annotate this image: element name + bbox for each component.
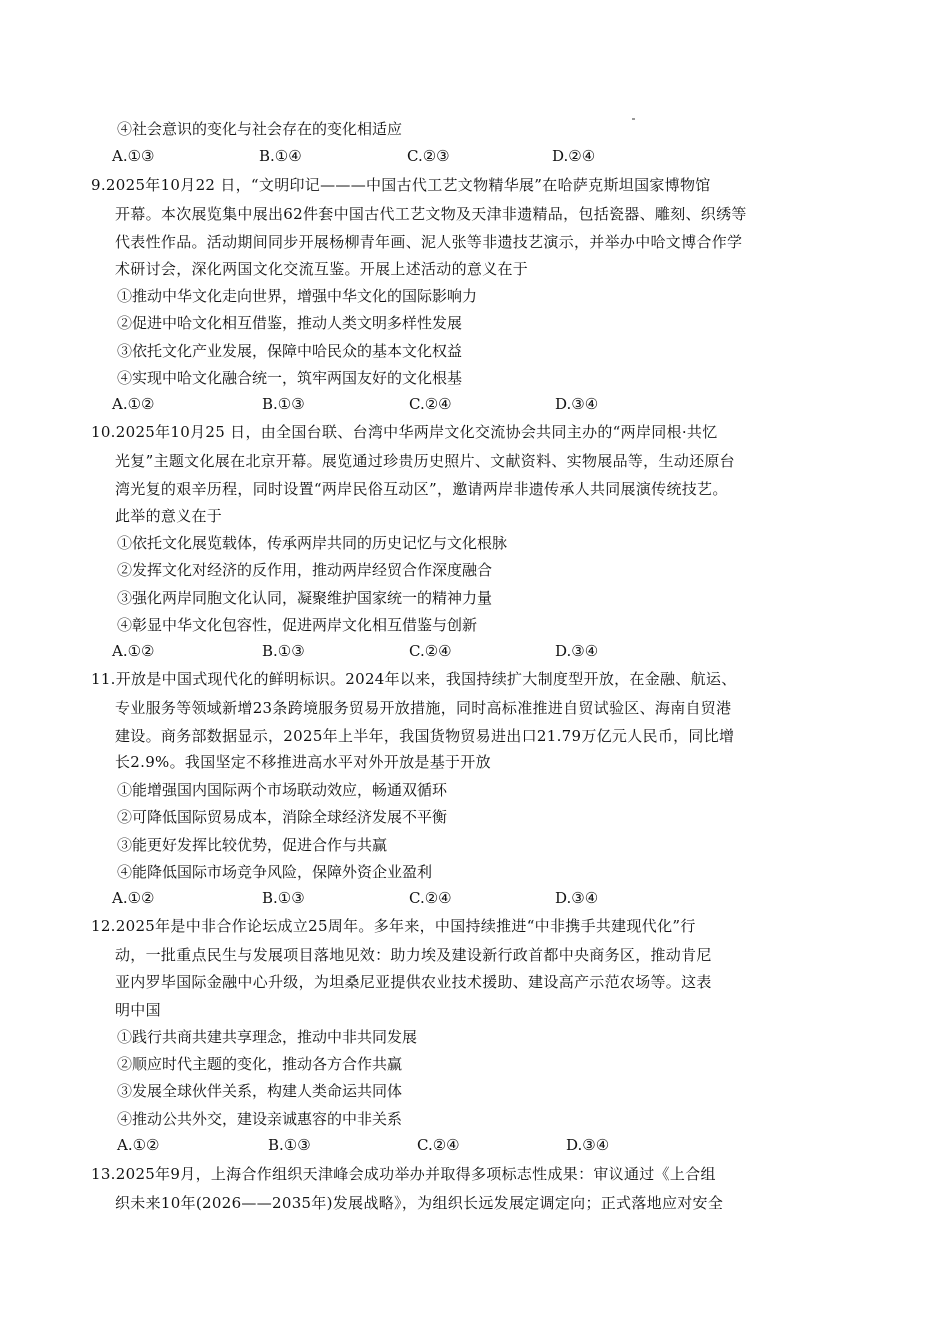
statement: ③能更好发挥比较优势，促进合作与共赢 xyxy=(117,836,388,854)
statement: ④推动公共外交，建设亲诚惠容的中非关系 xyxy=(117,1110,403,1128)
choice-c: C.②④ xyxy=(409,395,452,413)
stem-line: 明中国 xyxy=(115,1001,161,1019)
statement: ④社会意识的变化与社会存在的变化相适应 xyxy=(117,120,403,138)
stem-line: 12.2025年是中非合作论坛成立25周年。多年来，中国持续推进“中非携手共建现代化”行 xyxy=(91,917,696,935)
stem-line: 亚内罗毕国际金融中心升级，为坦桑尼亚提供农业技术援助、建设高产示范农场等。这表 xyxy=(115,973,712,991)
stem-line: 10.2025年10月25 日，由全国台联、台湾中华两岸文化交流协会共同主办的“两岸同根·共忆 xyxy=(91,423,718,441)
stem-line: 织未来10年(2026——2035年)发展战略》，为组织长远发展定调定向；正式落地应对安全 xyxy=(115,1194,724,1212)
stem-line: 9.2025年10月22 日，“文明印记———中国古代工艺文物精华展”在哈萨克斯坦国家博物馆 xyxy=(91,176,711,194)
choice-a: A.①② xyxy=(112,395,155,413)
statement: ①依托文化展览载体，传承两岸共同的历史记忆与文化根脉 xyxy=(117,534,508,552)
statement: ②可降低国际贸易成本，消除全球经济发展不平衡 xyxy=(117,808,448,826)
choice-c: C.②③ xyxy=(407,147,450,165)
scan-dot xyxy=(632,118,635,120)
stem-line: 13.2025年9月，上海合作组织天津峰会成功举办并取得多项标志性成果：审议通过《上合组 xyxy=(91,1165,716,1183)
choice-b: B.①③ xyxy=(268,1136,311,1154)
statement: ③发展全球伙伴关系，构建人类命运共同体 xyxy=(117,1082,403,1100)
stem-line: 专业服务等领域新增23条跨境服务贸易开放措施，同时高标准推进自贸试验区、海南自贸港 xyxy=(115,699,732,717)
choice-a: A.①② xyxy=(117,1136,160,1154)
stem-line: 11.开放是中国式现代化的鲜明标识。2024年以来，我国持续扩大制度型开放，在金融、航运、 xyxy=(91,670,737,688)
statement: ①践行共商共建共享理念，推动中非共同发展 xyxy=(117,1028,418,1046)
choice-a: A.①② xyxy=(112,642,155,660)
stem-line: 术研讨会，深化两国文化交流互鉴。开展上述活动的意义在于 xyxy=(115,260,529,278)
statement: ③强化两岸同胞文化认同，凝聚维护国家统一的精神力量 xyxy=(117,589,493,607)
choice-d: D.③④ xyxy=(566,1136,610,1154)
choice-d: D.③④ xyxy=(555,642,599,660)
choice-c: C.②④ xyxy=(417,1136,460,1154)
statement: ②顺应时代主题的变化，推动各方合作共赢 xyxy=(117,1055,403,1073)
statement: ④能降低国际市场竞争风险，保障外资企业盈利 xyxy=(117,863,433,881)
stem-line: 开幕。本次展览集中展出62件套中国古代工艺文物及天津非遗精品，包括瓷器、雕刻、织绣等 xyxy=(115,205,747,223)
stem-line: 动，一批重点民生与发展项目落地见效：助力埃及建设新行政首都中央商务区，推动肯尼 xyxy=(115,946,712,964)
stem-line: 湾光复的艰辛历程，同时设置“两岸民俗互动区”，邀请两岸非遗传承人共同展演传统技艺。 xyxy=(115,480,728,498)
stem-line: 建设。商务部数据显示，2025年上半年，我国货物贸易进出口21.79万亿元人民币，同比增 xyxy=(115,727,735,745)
stem-line: 代表性作品。活动期间同步开展杨柳青年画、泥人张等非遗技艺演示，并举办中哈文博合作学 xyxy=(115,233,743,251)
choice-d: D.③④ xyxy=(555,889,599,907)
choice-b: B.①③ xyxy=(262,395,305,413)
statement: ②促进中哈文化相互借鉴，推动人类文明多样性发展 xyxy=(117,314,463,332)
choice-a: A.①③ xyxy=(112,147,155,165)
stem-line: 光复”主题文化展在北京开幕。展览通过珍贵历史照片、文献资料、实物展品等，生动还原台 xyxy=(115,452,735,470)
stem-line: 此举的意义在于 xyxy=(115,507,223,525)
choice-a: A.①② xyxy=(112,889,155,907)
choice-b: B.①③ xyxy=(262,642,305,660)
statement: ①能增强国内国际两个市场联动效应，畅通双循环 xyxy=(117,781,448,799)
choice-c: C.②④ xyxy=(409,889,452,907)
choice-b: B.①④ xyxy=(259,147,302,165)
statement: ③依托文化产业发展，保障中哈民众的基本文化权益 xyxy=(117,342,463,360)
statement: ①推动中华文化走向世界，增强中华文化的国际影响力 xyxy=(117,287,478,305)
choice-b: B.①③ xyxy=(262,889,305,907)
choice-c: C.②④ xyxy=(409,642,452,660)
statement: ④彰显中华文化包容性，促进两岸文化相互借鉴与创新 xyxy=(117,616,478,634)
stem-line: 长2.9%。我国坚定不移推进高水平对外开放是基于开放 xyxy=(115,753,491,771)
choice-d: D.②④ xyxy=(552,147,596,165)
choice-d: D.③④ xyxy=(555,395,599,413)
statement: ④实现中哈文化融合统一，筑牢两国友好的文化根基 xyxy=(117,369,463,387)
statement: ②发挥文化对经济的反作用，推动两岸经贸合作深度融合 xyxy=(117,561,493,579)
